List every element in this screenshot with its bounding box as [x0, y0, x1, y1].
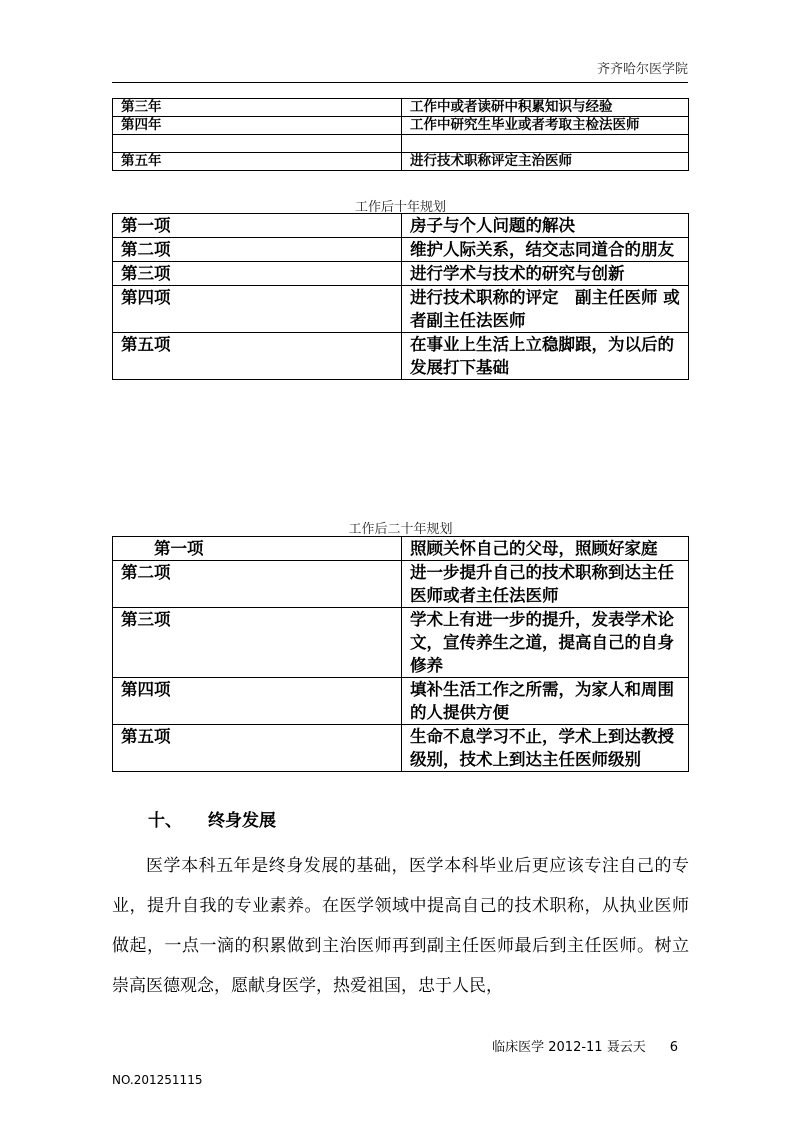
table-cell: 进行技术职称的评定 副主任医师 或者副主任法医师 — [402, 286, 689, 333]
footer-author-info: 临床医学 2012-11 聂云天 — [492, 1040, 646, 1055]
table-row — [113, 608, 689, 678]
table-cell: 第三项 — [113, 262, 402, 286]
table-row — [113, 117, 689, 135]
table-caption-ten-year: 工作后十年规划 — [354, 200, 446, 215]
table-cell: 照顾关怀自己的父母，照顾好家庭 — [402, 537, 689, 561]
table-row — [113, 238, 689, 262]
table-cell: 第四年 — [113, 117, 402, 135]
table-cell: 第五项 — [113, 333, 402, 380]
table-row — [113, 214, 689, 238]
table-row — [113, 135, 689, 153]
table-caption-twenty-year: 工作后二十年规划 — [348, 522, 453, 537]
table-row — [113, 153, 689, 171]
table-cell: 填补生活工作之所需，为家人和周围的人提供方便 — [402, 678, 689, 725]
table-cell — [402, 135, 689, 153]
table-cell: 学术上有进一步的提升，发表学术论文，宣传养生之道，提高自己的自身修养 — [402, 608, 689, 678]
table-row — [113, 725, 689, 772]
paragraph: 医学本科五年是终身发展的基础，医学本科毕业后更应该专注自己的专业，提升自我的专业素养。在医学领域中提高自己的技术职称，从执业医师做起，一点一滴的积累做到主治医师再到副主任医师最后到主任医师。树立崇高医德观念，愿献身医学，热爱祖国，忠于人民， — [112, 856, 689, 996]
table-cell: 工作中或者读研中积累知识与经验 — [402, 99, 689, 117]
table-cell: 第五项 — [113, 725, 402, 772]
table-cell: 在事业上生活上立稳脚跟，为以后的发展打下基础 — [402, 333, 689, 380]
document-number: NO.201251115 — [112, 1073, 203, 1087]
table-early-years — [112, 98, 689, 171]
table-cell: 维护人际关系，结交志同道合的朋友 — [402, 238, 689, 262]
page-number: 6 — [669, 1040, 678, 1055]
table-cell: 进一步提升自己的技术职称到达主任医师或者主任法医师 — [402, 561, 689, 608]
table-cell: 生命不息学习不止，学术上到达教授级别，技术上到达主任医师级别 — [402, 725, 689, 772]
table-cell: 第一项 — [113, 214, 402, 238]
table-cell: 房子与个人问题的解决 — [402, 214, 689, 238]
table-row — [113, 537, 689, 561]
table-cell: 第二项 — [113, 238, 402, 262]
table-ten-year-plan — [112, 213, 689, 380]
table-cell: 第四项 — [113, 678, 402, 725]
table-row — [113, 561, 689, 608]
table-row — [113, 333, 689, 380]
page-footer — [0, 1036, 678, 1055]
section-heading — [148, 806, 276, 831]
table-row — [113, 99, 689, 117]
table-row — [113, 678, 689, 725]
table-row — [113, 286, 689, 333]
header-rule — [112, 82, 688, 83]
body-text — [112, 846, 689, 1006]
table-cell — [113, 135, 402, 153]
table-cell: 第四项 — [113, 286, 402, 333]
table-cell: 进行技术职称评定主治医师 — [402, 153, 689, 171]
page-header: 齐齐哈尔医学院 — [596, 62, 688, 77]
table-twenty-year-plan — [112, 536, 689, 772]
section-title: 终身发展 — [208, 811, 276, 831]
table-cell: 第一项 — [113, 537, 402, 561]
table-cell: 第五年 — [113, 153, 402, 171]
table-row — [113, 262, 689, 286]
table-cell: 进行学术与技术的研究与创新 — [402, 262, 689, 286]
table-cell: 第二项 — [113, 561, 402, 608]
table-cell: 第三项 — [113, 608, 402, 678]
table-cell: 第三年 — [113, 99, 402, 117]
section-number: 十、 — [148, 811, 182, 831]
table-cell: 工作中研究生毕业或者考取主检法医师 — [402, 117, 689, 135]
